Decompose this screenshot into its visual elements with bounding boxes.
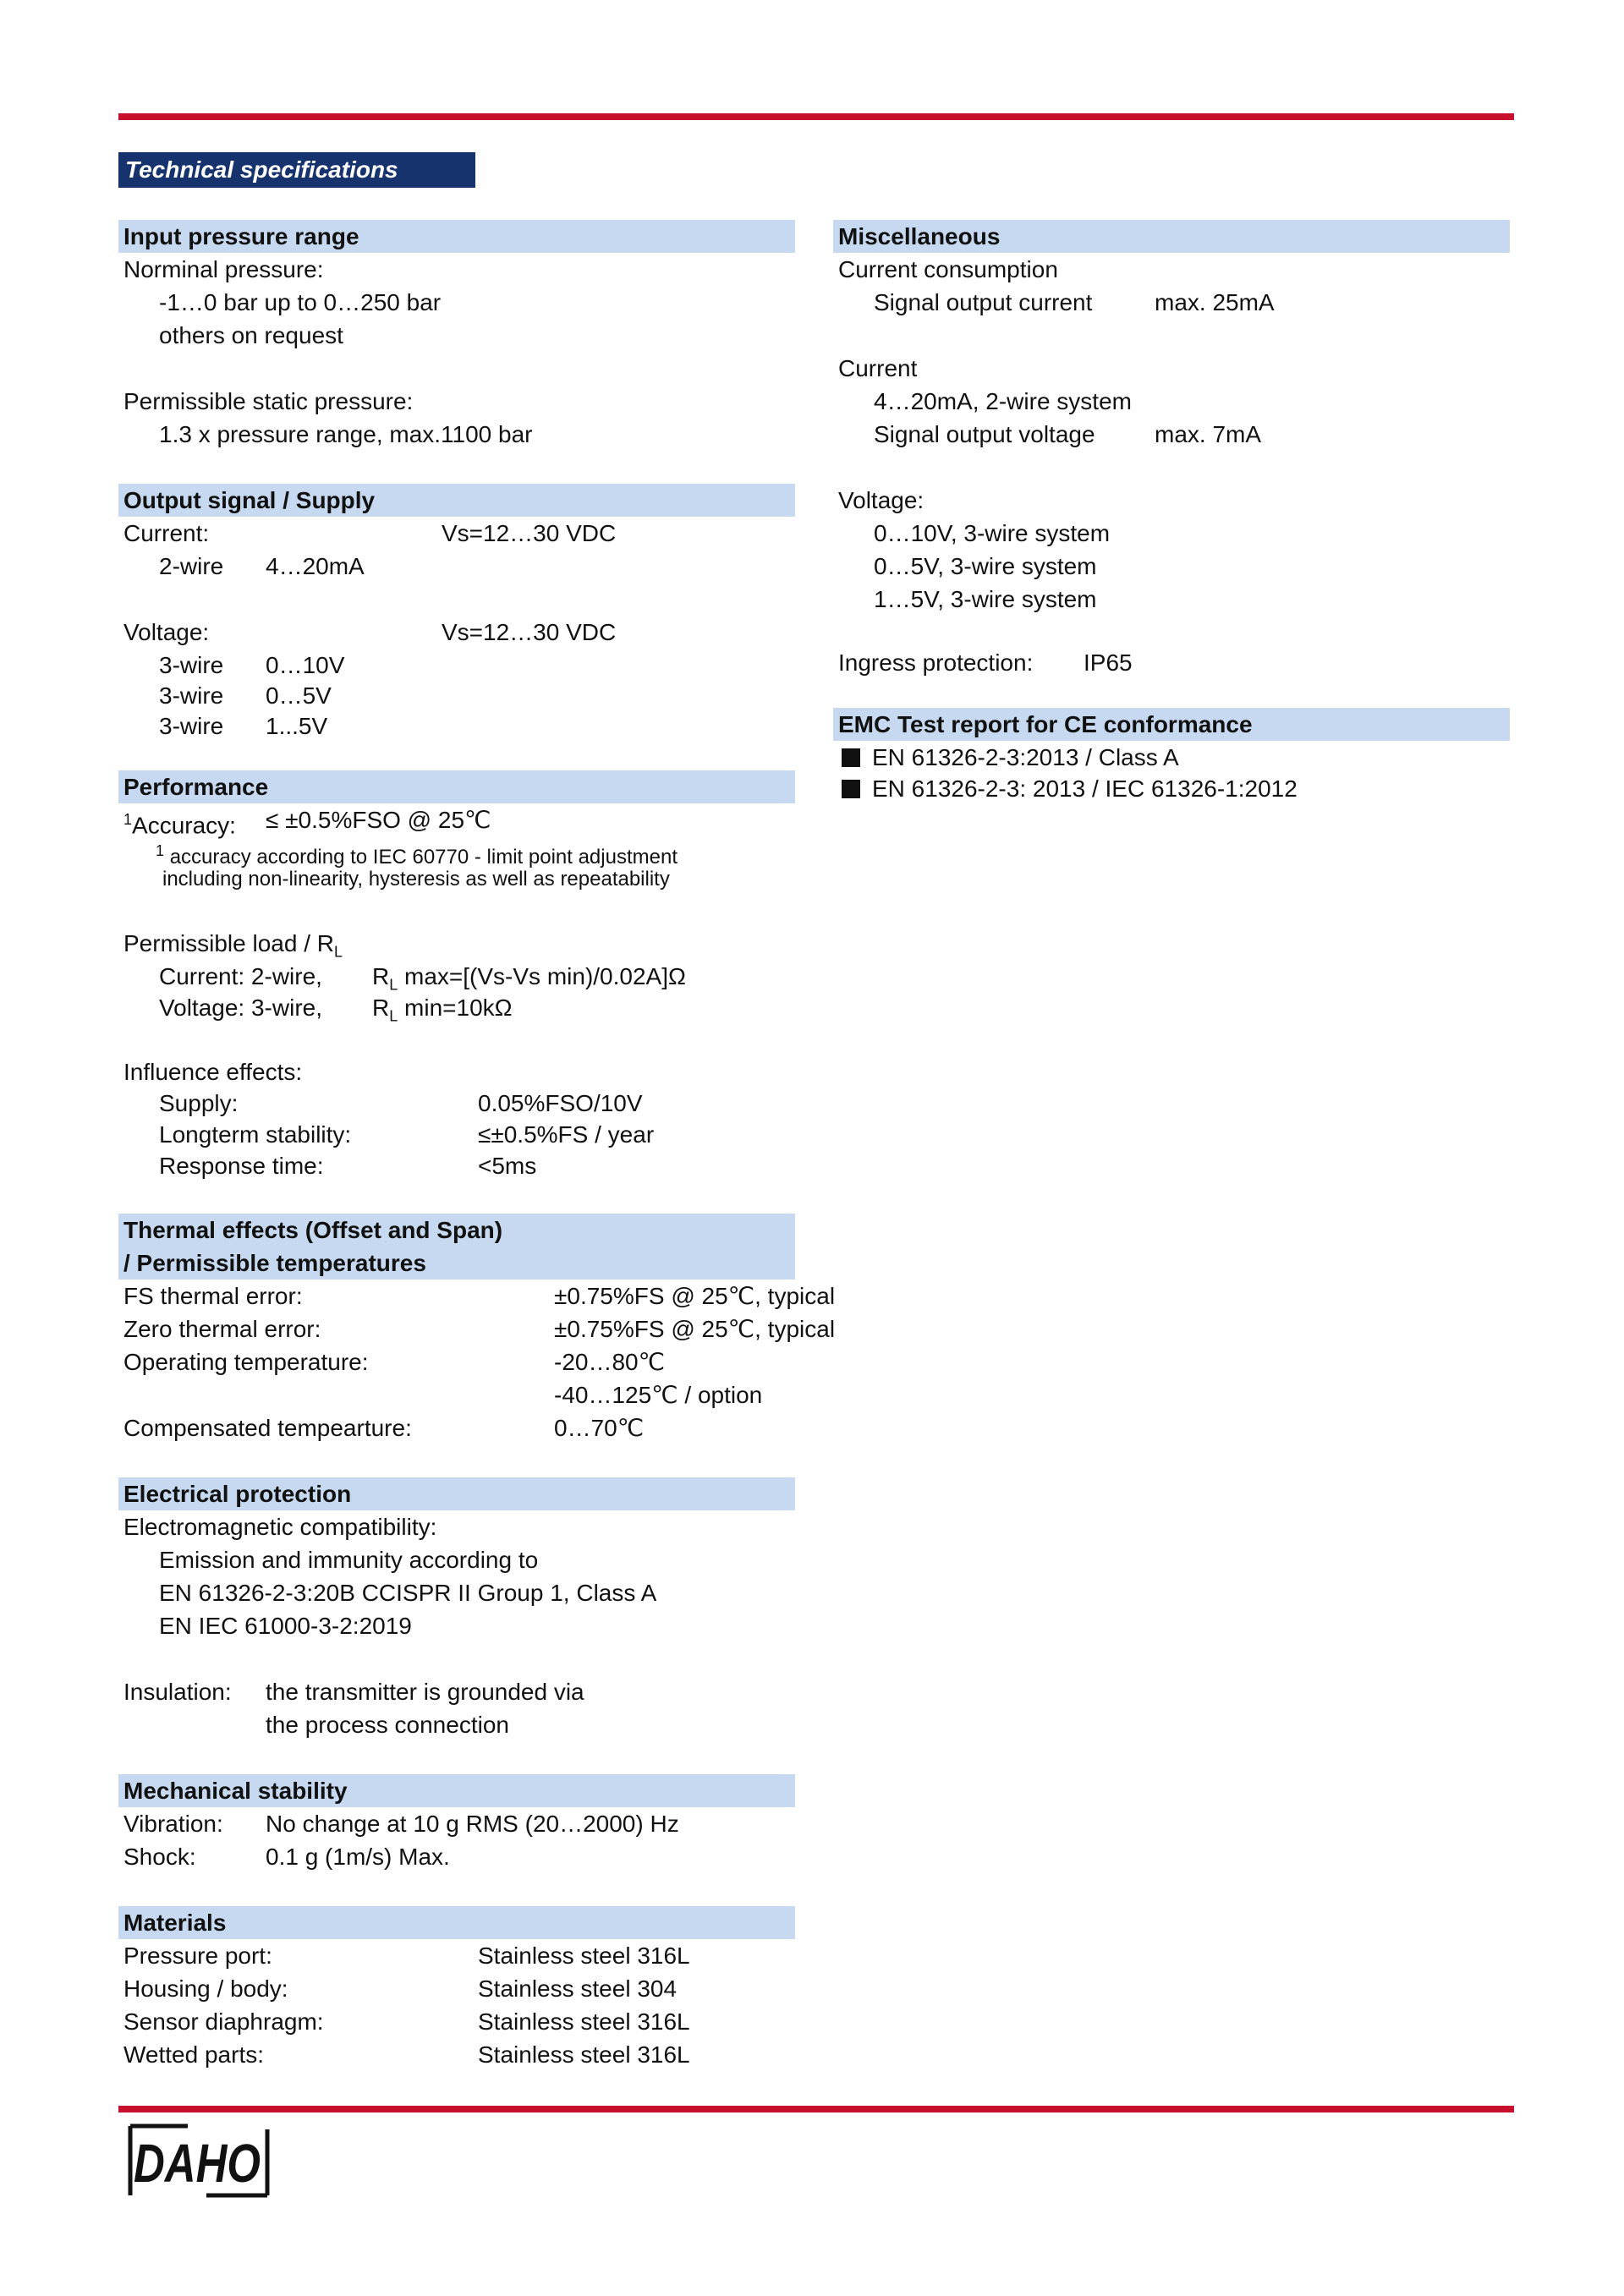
load-voltage-label: Voltage: 3-wire,: [159, 995, 322, 1021]
voltage-wire: 3-wire: [159, 713, 224, 739]
emc-list-item: EN 61326-2-3: 2013 / IEC 61326-1:2012: [833, 772, 1510, 803]
current-value: 4…20mA, 2-wire system: [874, 388, 1132, 414]
daho-logo: [125, 2123, 274, 2200]
accuracy-footnote-mark: 1: [123, 811, 133, 828]
output-current-wire-row: [118, 550, 795, 583]
static-pressure-label: Permissible static pressure:: [123, 388, 414, 414]
influence-row: Supply: 0.05%FSO/10V: [159, 1090, 643, 1116]
section-heading-input-pressure: Input pressure range: [118, 220, 795, 253]
insulation-line1: the transmitter is grounded via: [266, 1679, 584, 1705]
output-current-row: [118, 517, 795, 550]
insulation-row: [118, 1675, 795, 1708]
emc-line: EN 61326-2-3:20B CCISPR II Group 1, Class A: [159, 1580, 657, 1606]
load-current-formula: $R_L$ max=[(Vs-Vs min)/0.02A]Ω: [372, 963, 686, 994]
output-voltage-label: Voltage:: [123, 619, 210, 645]
section-heading-materials: Materials: [118, 1906, 795, 1939]
insulation-line2: the process connection: [266, 1712, 509, 1738]
signal-voltage-row: Signal output voltage max. 7mA: [874, 421, 1262, 447]
insulation-row-2: [118, 1708, 795, 1741]
accuracy-footnote-line1: [118, 836, 795, 869]
material-row: Wetted parts: Stainless steel 316L: [123, 2041, 690, 2068]
material-row: Pressure port: Stainless steel 316L: [123, 1943, 690, 1969]
accuracy-label: Accuracy:: [132, 812, 236, 839]
thermal-row: Operating temperature: -20…80℃: [123, 1349, 666, 1375]
thermal-row: Compensated tempearture: 0…70℃: [123, 1415, 645, 1441]
section-heading-electrical: Electrical protection: [118, 1477, 795, 1510]
emc-line: Emission and immunity according to: [159, 1547, 539, 1573]
section-heading-output-signal: Output signal / Supply: [118, 484, 795, 517]
section-heading-mechanical: Mechanical stability: [118, 1774, 795, 1807]
ingress-row: Ingress protection: IP65: [838, 649, 1133, 676]
voltage-range: 1...5V: [266, 713, 328, 739]
voltage-wire: 3-wire: [159, 682, 224, 709]
output-current-supply: Vs=12…30 VDC: [442, 520, 617, 546]
vibration-row: Vibration: No change at 10 g RMS (20…2000) Hz: [123, 1811, 679, 1837]
thermal-row: -40…125℃ / option: [554, 1382, 763, 1408]
material-row: Housing / body: Stainless steel 304: [123, 1975, 678, 2002]
emc-line: EN IEC 61000-3-2:2019: [159, 1613, 412, 1639]
accuracy-value: ≤ ±0.5%FSO @ 25℃: [266, 807, 491, 833]
voltage-wire: 3-wire: [159, 652, 224, 678]
page-title: Technical specifications: [118, 152, 475, 188]
section-heading-thermal: Thermal effects (Offset and Span) / Permissible temperatures: [118, 1214, 795, 1280]
thermal-row: FS thermal error: ±0.75%FS @ 25℃, typical: [123, 1283, 836, 1309]
insulation-label: Insulation:: [123, 1679, 232, 1705]
nominal-pressure-note: others on request: [159, 322, 343, 348]
load-current-label: Current: 2-wire,: [159, 963, 322, 989]
top-divider: [118, 113, 1514, 120]
voltage-range: 0…10V: [266, 652, 345, 678]
emc-list-item: EN 61326-2-3:2013 / Class A: [833, 741, 1510, 772]
logo-text: DAHO: [134, 2133, 261, 2194]
footnote-text: accuracy according to IEC 60770 - limit point adjustment: [169, 846, 678, 869]
accuracy-row: [118, 803, 795, 839]
load-current-row: [118, 960, 795, 994]
thermal-row: Zero thermal error: ±0.75%FS @ 25℃, typical: [123, 1316, 836, 1342]
right-column: [833, 220, 1510, 803]
load-voltage-row: [118, 991, 795, 1025]
consumption-label: Current consumption: [838, 256, 1058, 282]
current-label: Current: [838, 355, 918, 381]
output-current-wire: 2-wire: [159, 553, 224, 579]
section-heading-emc: EMC Test report for CE conformance: [833, 708, 1510, 741]
load-voltage-formula: $R_L$ min=10kΩ: [372, 995, 513, 1025]
nominal-pressure-value: -1…0 bar up to 0…250 bar: [159, 289, 442, 315]
output-voltage-row: [118, 616, 795, 649]
left-column: [118, 220, 836, 2071]
influence-row: Longterm stability: ≤±0.5%FS / year: [159, 1121, 655, 1148]
voltage-range: 0…5V: [266, 682, 332, 709]
output-current-label: Current:: [123, 520, 210, 546]
bottom-divider: [118, 2106, 1514, 2112]
voltage-line: 0…5V, 3-wire system: [874, 553, 1097, 579]
section-heading-performance: Performance: [118, 770, 795, 803]
permissible-load-label: [118, 927, 795, 960]
output-voltage-supply: Vs=12…30 VDC: [442, 619, 617, 645]
accuracy-footnote-line2: including non-linearity, hysteresis as well as repeatability: [162, 868, 670, 890]
material-row: Sensor diaphragm: Stainless steel 316L: [123, 2008, 690, 2035]
static-pressure-value: 1.3 x pressure range, max.1100 bar: [159, 421, 533, 447]
square-bullet-icon: [842, 780, 860, 798]
shock-row: Shock: 0.1 g (1m/s) Max.: [123, 1844, 450, 1870]
load-label-text: Permissible load / R: [123, 930, 334, 956]
emc-label: Electromagnetic compatibility:: [123, 1514, 437, 1540]
load-label-sub: L: [333, 943, 343, 961]
voltage-line: 1…5V, 3-wire system: [874, 586, 1097, 612]
output-voltage-wire-row: [118, 679, 795, 710]
section-heading-miscellaneous: Miscellaneous: [833, 220, 1510, 253]
voltage-line: 0…10V, 3-wire system: [874, 520, 1111, 546]
square-bullet-icon: [842, 748, 860, 767]
nominal-pressure-label: Norminal pressure:: [123, 256, 324, 282]
influence-row: Response time: <5ms: [159, 1153, 537, 1179]
output-current-range: 4…20mA: [266, 553, 365, 579]
signal-current-row: Signal output current max. 25mA: [874, 289, 1275, 315]
output-voltage-wire-row: [118, 710, 795, 740]
output-voltage-wire-row: [118, 649, 795, 679]
footnote-mark: 1: [156, 842, 165, 859]
influence-effects-label: Influence effects:: [123, 1059, 303, 1085]
voltage-label: Voltage:: [838, 487, 924, 513]
